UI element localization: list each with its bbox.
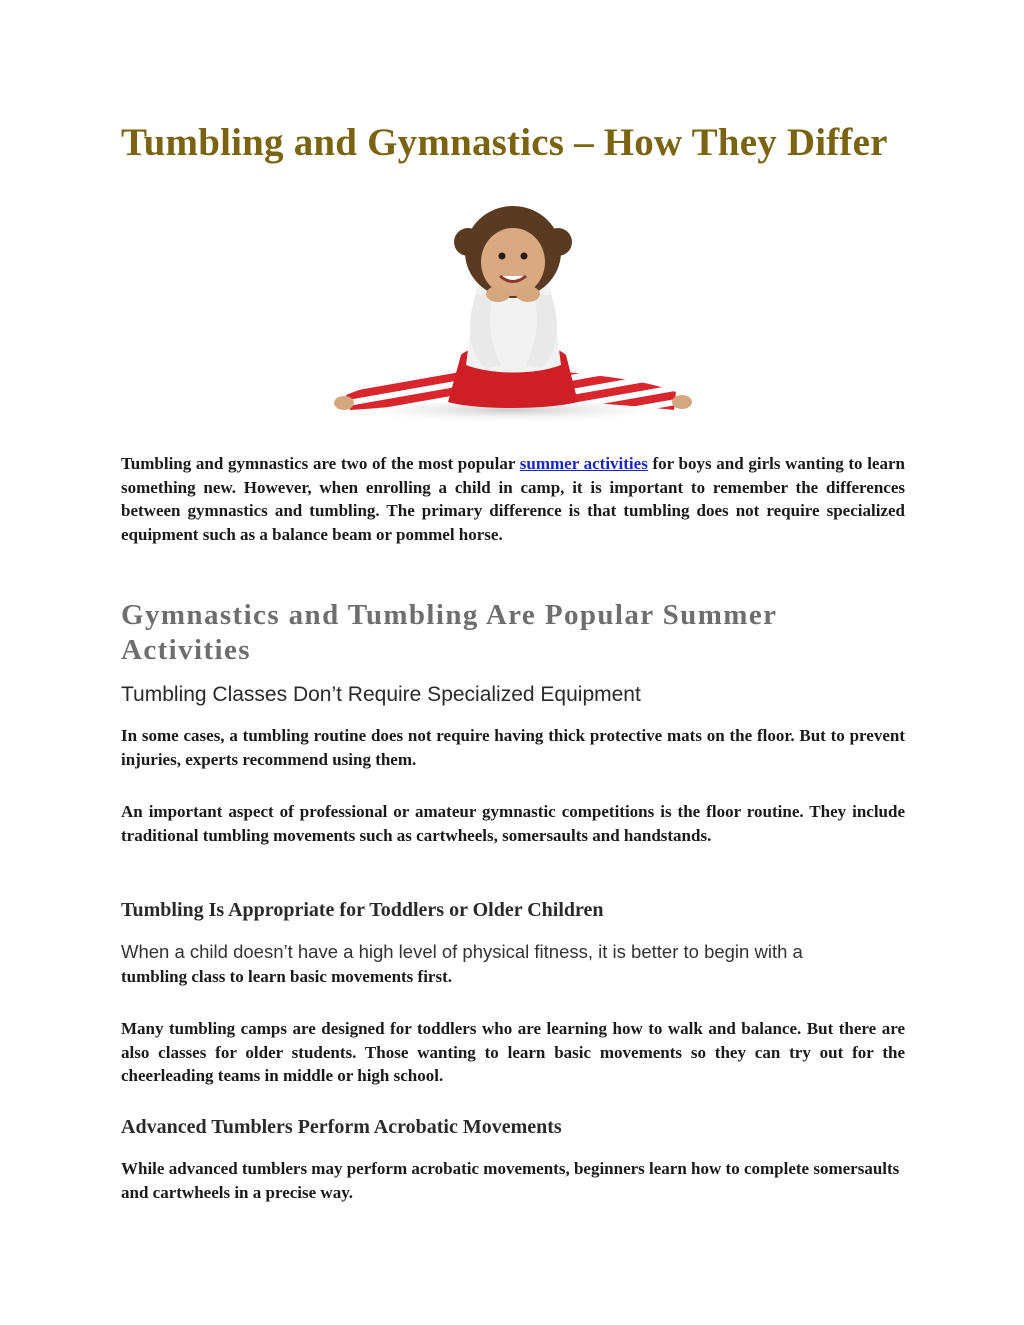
heading-advanced: Advanced Tumblers Perform Acrobatic Movements <box>121 1116 562 1138</box>
page-title: Tumbling and Gymnastics – How They Differ <box>121 121 888 164</box>
intro-text-after: for boys and girls wanting to learn something new. However, when enrolling a child in camp, it is important to remember the differences between gymnastics and tumbling. The primary difference is that tumbling does not require specialized equipment such as a balance beam or pommel horse. <box>121 454 905 544</box>
heading-toddlers: Tumbling Is Appropriate for Toddlers or Older Children <box>121 899 604 921</box>
hero-image <box>316 170 706 435</box>
girl-figure <box>334 206 692 410</box>
intro-text-before: Tumbling and gymnastics are two of the most popular <box>121 454 520 473</box>
fitness-line-2: tumbling class to learn basic movements first. <box>121 966 453 986</box>
section-heading: Gymnastics and Tumbling Are Popular Summer Activities <box>121 599 777 666</box>
summer-activities-link[interactable]: summer activities <box>519 454 648 473</box>
fitness-line-1: When a child doesn’t have a high level of physical fitness, it is better to begin with a <box>121 941 803 962</box>
paragraph-fitness <box>121 940 905 988</box>
paragraph-mats: In some cases, a tumbling routine does not require having thick protective mats on the floor. But to prevent injuries, experts recommend using them. <box>121 726 905 769</box>
subheading-equipment: Tumbling Classes Don’t Require Specialized Equipment <box>121 683 641 706</box>
intro-paragraph <box>121 452 905 546</box>
paragraph-camps: Many tumbling camps are designed for toddlers who are learning how to walk and balance. But there are also classes for older students. Those wanting to learn basic movements so they can try out for the cheerleading teams in middle or high school. <box>121 1019 905 1085</box>
paragraph-floor-routine: An important aspect of professional or amateur gymnastic competitions is the floor routine. They include traditional tumbling movements such as cartwheels, somersaults and handstands. <box>121 802 905 845</box>
paragraph-advanced: While advanced tumblers may perform acrobatic movements, beginners learn how to complete somersaults and cartwheels in a precise way. <box>121 1159 900 1202</box>
